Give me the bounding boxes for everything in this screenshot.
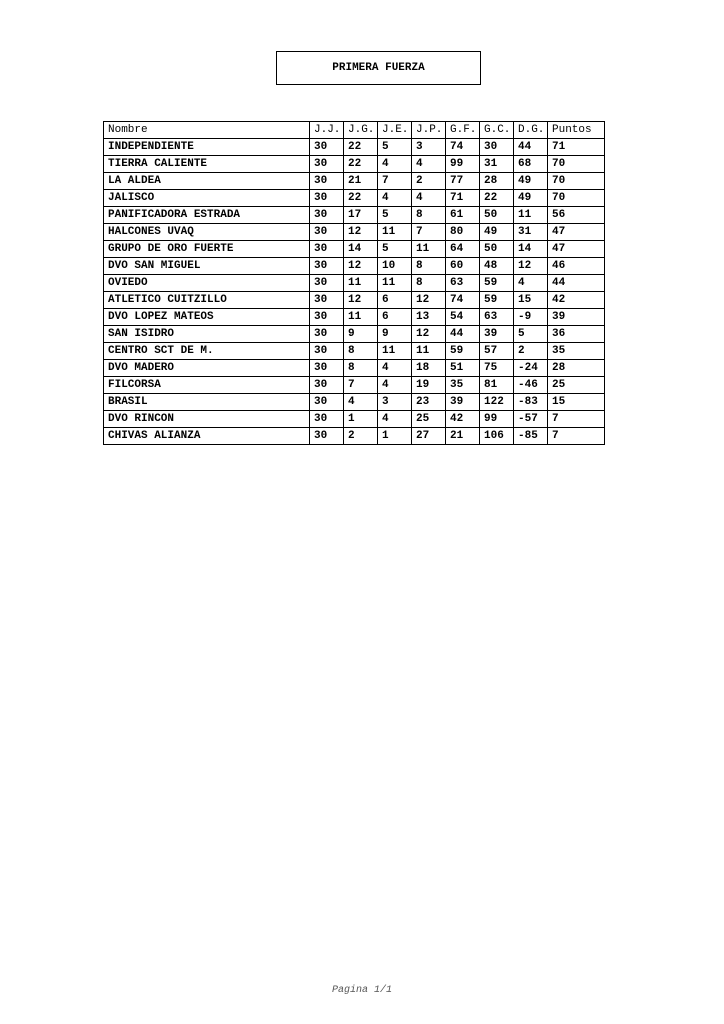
cell-gc: 57 [480,343,514,360]
cell-gc: 106 [480,428,514,445]
cell-gc: 50 [480,241,514,258]
cell-gf: 35 [446,377,480,394]
cell-dg: 68 [514,156,548,173]
header-jp: J.P. [412,122,446,139]
cell-jg: 22 [344,190,378,207]
cell-puntos: 70 [548,190,605,207]
cell-dg: 5 [514,326,548,343]
cell-puntos: 15 [548,394,605,411]
cell-jp: 19 [412,377,446,394]
cell-dg: 31 [514,224,548,241]
cell-gc: 28 [480,173,514,190]
table-row [104,224,605,241]
cell-je: 6 [378,292,412,309]
cell-team-name: ATLETICO CUITZILLO [104,292,310,309]
cell-jj: 30 [310,343,344,360]
standings-table [103,121,605,445]
cell-puntos: 7 [548,411,605,428]
cell-team-name: DVO MADERO [104,360,310,377]
cell-team-name: DVO LOPEZ MATEOS [104,309,310,326]
cell-jp: 11 [412,241,446,258]
table-row [104,139,605,156]
cell-jg: 11 [344,309,378,326]
cell-jg: 21 [344,173,378,190]
cell-jj: 30 [310,377,344,394]
cell-team-name: SAN ISIDRO [104,326,310,343]
table-row [104,360,605,377]
cell-jj: 30 [310,411,344,428]
cell-dg: 4 [514,275,548,292]
cell-jp: 13 [412,309,446,326]
cell-jp: 25 [412,411,446,428]
cell-je: 4 [378,377,412,394]
cell-dg: -57 [514,411,548,428]
cell-team-name: HALCONES UVAQ [104,224,310,241]
cell-gf: 63 [446,275,480,292]
cell-jj: 30 [310,224,344,241]
cell-gf: 54 [446,309,480,326]
cell-team-name: FILCORSA [104,377,310,394]
cell-gc: 75 [480,360,514,377]
table-row [104,275,605,292]
cell-puntos: 70 [548,156,605,173]
table-row [104,173,605,190]
cell-dg: -9 [514,309,548,326]
header-dg: D.G. [514,122,548,139]
cell-team-name: JALISCO [104,190,310,207]
cell-jp: 7 [412,224,446,241]
table-row [104,258,605,275]
cell-je: 4 [378,411,412,428]
cell-puntos: 46 [548,258,605,275]
cell-jg: 4 [344,394,378,411]
cell-puntos: 28 [548,360,605,377]
cell-jg: 7 [344,377,378,394]
cell-je: 5 [378,241,412,258]
cell-jj: 30 [310,326,344,343]
cell-dg: 15 [514,292,548,309]
cell-jp: 18 [412,360,446,377]
cell-team-name: BRASIL [104,394,310,411]
cell-dg: 44 [514,139,548,156]
cell-jp: 12 [412,326,446,343]
cell-puntos: 71 [548,139,605,156]
cell-gf: 61 [446,207,480,224]
cell-gf: 21 [446,428,480,445]
cell-dg: -24 [514,360,548,377]
cell-je: 5 [378,207,412,224]
cell-je: 4 [378,360,412,377]
cell-puntos: 7 [548,428,605,445]
cell-jj: 30 [310,207,344,224]
cell-jp: 8 [412,275,446,292]
cell-jj: 30 [310,156,344,173]
header-je: J.E. [378,122,412,139]
cell-jg: 12 [344,258,378,275]
cell-je: 4 [378,190,412,207]
cell-jj: 30 [310,190,344,207]
cell-gf: 74 [446,139,480,156]
cell-gf: 59 [446,343,480,360]
cell-gc: 63 [480,309,514,326]
cell-je: 7 [378,173,412,190]
cell-jg: 1 [344,411,378,428]
cell-team-name: CHIVAS ALIANZA [104,428,310,445]
document-title [276,51,481,85]
cell-je: 9 [378,326,412,343]
cell-gc: 122 [480,394,514,411]
cell-jg: 17 [344,207,378,224]
cell-jp: 8 [412,258,446,275]
table-row [104,241,605,258]
cell-gc: 49 [480,224,514,241]
header-gc: G.C. [480,122,514,139]
cell-jj: 30 [310,428,344,445]
table-header-row [104,122,605,139]
cell-jg: 8 [344,343,378,360]
table-row [104,394,605,411]
cell-team-name: CENTRO SCT DE M. [104,343,310,360]
cell-jj: 30 [310,139,344,156]
cell-dg: 11 [514,207,548,224]
cell-dg: 49 [514,190,548,207]
cell-jg: 11 [344,275,378,292]
cell-jg: 22 [344,156,378,173]
cell-gc: 59 [480,292,514,309]
cell-puntos: 42 [548,292,605,309]
table-row [104,190,605,207]
cell-gc: 50 [480,207,514,224]
cell-dg: 14 [514,241,548,258]
cell-team-name: LA ALDEA [104,173,310,190]
cell-jg: 12 [344,292,378,309]
cell-gf: 51 [446,360,480,377]
cell-jg: 22 [344,139,378,156]
header-puntos: Puntos [548,122,605,139]
cell-gc: 48 [480,258,514,275]
table-row [104,156,605,173]
cell-jp: 23 [412,394,446,411]
cell-gf: 44 [446,326,480,343]
cell-jp: 8 [412,207,446,224]
cell-jj: 30 [310,394,344,411]
cell-dg: 49 [514,173,548,190]
cell-gc: 22 [480,190,514,207]
table-row [104,411,605,428]
cell-team-name: GRUPO DE ORO FUERTE [104,241,310,258]
cell-gf: 77 [446,173,480,190]
cell-puntos: 39 [548,309,605,326]
cell-dg: -85 [514,428,548,445]
cell-jg: 2 [344,428,378,445]
cell-jp: 4 [412,190,446,207]
cell-gc: 81 [480,377,514,394]
standings-body [104,139,605,445]
header-jg: J.G. [344,122,378,139]
page-footer [0,985,724,996]
cell-jp: 3 [412,139,446,156]
cell-jj: 30 [310,292,344,309]
header-nombre: Nombre [104,122,310,139]
cell-jg: 12 [344,224,378,241]
cell-puntos: 56 [548,207,605,224]
cell-jj: 30 [310,241,344,258]
cell-puntos: 44 [548,275,605,292]
cell-team-name: OVIEDO [104,275,310,292]
cell-team-name: TIERRA CALIENTE [104,156,310,173]
cell-je: 11 [378,275,412,292]
cell-team-name: DVO SAN MIGUEL [104,258,310,275]
table-row [104,326,605,343]
table-row [104,343,605,360]
table-row [104,292,605,309]
cell-jg: 8 [344,360,378,377]
cell-gc: 59 [480,275,514,292]
cell-je: 11 [378,343,412,360]
cell-jp: 4 [412,156,446,173]
cell-jp: 11 [412,343,446,360]
cell-puntos: 25 [548,377,605,394]
cell-jj: 30 [310,258,344,275]
cell-puntos: 70 [548,173,605,190]
table-row [104,309,605,326]
cell-jj: 30 [310,360,344,377]
cell-jj: 30 [310,173,344,190]
cell-gf: 74 [446,292,480,309]
table-row [104,207,605,224]
cell-jp: 12 [412,292,446,309]
cell-dg: -83 [514,394,548,411]
cell-jp: 2 [412,173,446,190]
cell-gc: 30 [480,139,514,156]
cell-gc: 39 [480,326,514,343]
cell-puntos: 47 [548,224,605,241]
cell-je: 11 [378,224,412,241]
document-title-text: PRIMERA FUERZA [332,62,425,74]
cell-gf: 80 [446,224,480,241]
cell-team-name: INDEPENDIENTE [104,139,310,156]
cell-je: 6 [378,309,412,326]
page-number: Pagina 1/1 [331,985,392,996]
table-row [104,428,605,445]
cell-jp: 27 [412,428,446,445]
cell-gf: 64 [446,241,480,258]
cell-gf: 39 [446,394,480,411]
cell-jj: 30 [310,309,344,326]
cell-team-name: PANIFICADORA ESTRADA [104,207,310,224]
header-gf: G.F. [446,122,480,139]
cell-team-name: DVO RINCON [104,411,310,428]
table-row [104,377,605,394]
cell-je: 5 [378,139,412,156]
cell-je: 10 [378,258,412,275]
cell-gf: 60 [446,258,480,275]
header-jj: J.J. [310,122,344,139]
cell-gf: 71 [446,190,480,207]
cell-je: 3 [378,394,412,411]
cell-jj: 30 [310,275,344,292]
cell-je: 4 [378,156,412,173]
cell-dg: -46 [514,377,548,394]
cell-puntos: 47 [548,241,605,258]
cell-puntos: 35 [548,343,605,360]
cell-gc: 31 [480,156,514,173]
cell-jg: 9 [344,326,378,343]
cell-jg: 14 [344,241,378,258]
cell-dg: 12 [514,258,548,275]
cell-je: 1 [378,428,412,445]
cell-gf: 42 [446,411,480,428]
cell-gf: 99 [446,156,480,173]
cell-gc: 99 [480,411,514,428]
cell-puntos: 36 [548,326,605,343]
cell-dg: 2 [514,343,548,360]
